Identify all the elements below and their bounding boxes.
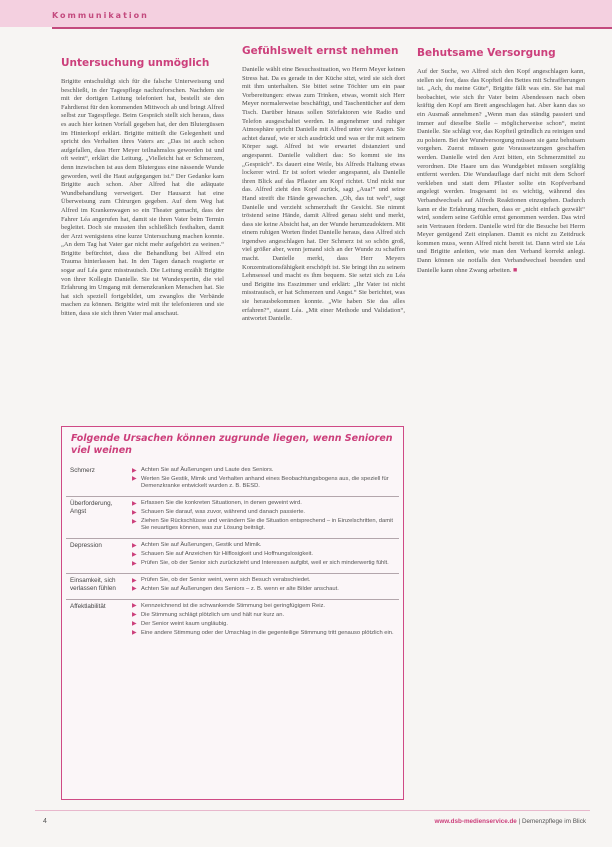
paragraph	[417, 68, 585, 275]
end-mark-icon: ■	[513, 265, 518, 274]
triangle-bullet-icon: ▶	[132, 603, 137, 610]
cause-label: Überforderung, Angst	[66, 497, 128, 539]
cause-measures	[128, 497, 399, 539]
list-item-text: Kennzeichnend ist die schwankende Stimmung bei geringfügigem Reiz.	[141, 602, 325, 609]
triangle-bullet-icon: ▶	[132, 551, 137, 558]
triangle-bullet-icon: ▶	[132, 586, 137, 593]
paragraph-text: Auf der Suche, wo Alfred sich den Kopf angeschlagen kann, stellen sie fest, dass das Kopfteil des Bettes mit Schraffierungen ist. „Ach, du meine Güte“, Brigitte fällt was ein. Sie hat mal beobachtet, wie sich ihr Vater beim Abendessen nach oben kräftig den Kopf am Brett angeschlagen hat. Aber kann das so ein Ausmaß annehmen? „Wenn man das ständig passiert und immer auf dieselbe Stelle – möglicherweise schon“, meint Danielle. Sie schlägt vor, das Kopfteil gründlich zu reinigen und zu polstern. Bei der Wundversorgung müssen sie ganz behutsam vorgehen. Zuerst müssen gute Voraussetzungen geschaffen werden. Danielle wird den Arzt bitten, ein Schmerzmittel zu verordnen. Die Haare um das Wundgebiet müssen sorgfältig entfernt werden. Die Wundauflage darf nicht mit dem Schorf verkleben und statt dem Pflaster sollte ein Kopfverband angelegt werden. Insgesamt ist es wichtig, während des Verbandwechsels auf Alfreds Reaktionen einzugehen. Dadurch kann er die Erfahrung machen, dass er „nicht einfach gezwält“ wird, sondern seine Gefühle ernst genommen werden. Das wird sein Vertrauen fördern. Danielle wird für die Besuche bei Herrn Meyer genügend Zeit einplanen. Damit es nicht zu Zeitdruck kommen muss, wenn Alfred nicht bereit ist. Dann wird sie Léa und Brigitte anleiten, wie man den Verband korrekt anlegt. Dann können sie notfalls den Verbandwechsel beenden und Danielle kann ohne Zwang arbeiten.	[417, 68, 585, 274]
table-row	[66, 599, 399, 642]
section-tag: Kommunikation	[52, 11, 149, 20]
footer-url[interactable]: www.dsb-medienservice.de	[434, 818, 517, 825]
triangle-bullet-icon: ▶	[132, 560, 137, 567]
list-item	[132, 603, 395, 610]
measure-list	[132, 500, 395, 533]
column-3	[417, 45, 585, 775]
paragraph: Brigitte entschuldigt sich für die falsche Unterweisung und beschließt, in der Tagespflege nachzuforschen. Nachdem sie mit der dortigen Leitung telefoniert hat, bestellt sie den Fahrdienst für den kommenden Mittwoch ab und bringt Alfred selbst zur Tagespflege. Beim Gespräch stellt sich heraus, dass es auch hier keinen Vorfall gegeben hat, der den Blutergüssen im Hinterkopf erklärt. Brigitte mitteilt die Gelegenheit und spricht des Verhalten ihres Vaters an: „Das ist auch schon aufgefallen, dass Herr Meyer teilnahmslos geworden ist und oft weint“, erklärt die Leitung. „Vielleicht hat er Schmerzen, denn inzwischen ist aus dem Bluterguss eine nässende Wunde geworden, weil die Haut aufgegangen ist.“ Der Gedanke kam Brigitte auch schon. Aber Alfred hat die adäquate Wundbehandlung verweigert. Der Hausarzt hat eine Überweisung zum Chirurgen gegeben. Auf dem Weg hat Alfred im Krankenwagen so ein Theater gemacht, dass der Fahrer Léa angerufen hat, damit sie ihren Vater beim Termin begleitet. Doch sie mussten ihn schließlich festhalten, damit der Arzt wenigstens eine kurze Untersuchung machen konnte. „An dem Tag hat Vater gar nicht mehr aufgehört zu weinen.“ Brigitte befürchtet, dass die Behandlung bei Alfred ein Trauma hinterlassen hat. In den Tagen danach reagierte er sogar auf Léa ganz misstrauisch. Die Leitung erzählt Brigitte von ihrer Kollegin Danielle. Sie ist Wundexpertin, die viel Erfahrung im Umgang mit demenzkranken Menschen hat. Sie hat sich speziell fortgebildet, um zwanglos die Verbände machen zu können. Brigitte wird mit ihr telefonieren und sie bitten, dass sie sich ihren Vater mal anschaut.	[61, 78, 224, 318]
triangle-bullet-icon: ▶	[132, 630, 137, 637]
list-item-text: Werten Sie Gestik, Mimik und Verhalten anhand eines Beobachtungsbogens aus, die speziell für Demenzkranke entwickelt wurden z. B. BESD.	[141, 475, 389, 490]
list-item-text: Schauen Sie darauf, was zuvor, während und danach passierte.	[141, 509, 306, 516]
list-item	[132, 467, 395, 474]
list-item-text: Achten Sie auf Äußerungen und Laute des Seniors.	[141, 467, 274, 473]
triangle-bullet-icon: ▶	[132, 621, 137, 628]
table-row	[66, 539, 399, 574]
triangle-bullet-icon: ▶	[132, 467, 137, 474]
table-row	[66, 464, 399, 497]
list-item-text: Achten Sie auf Äußerungen des Seniors – z. B. wenn er alte Bilder anschaut.	[141, 585, 339, 592]
triangle-bullet-icon: ▶	[132, 476, 137, 483]
cause-label: Affektlabilität	[66, 599, 128, 642]
list-item-text: Die Stimmung schlägt plötzlich um und hält nur kurz an.	[141, 611, 285, 618]
list-item	[132, 621, 395, 628]
info-box	[61, 426, 404, 800]
header-rule	[52, 27, 612, 29]
list-item	[132, 630, 395, 637]
heading-untersuchung: Untersuchung unmöglich	[61, 57, 210, 69]
list-item	[132, 551, 395, 558]
list-item	[132, 509, 395, 516]
measure-list	[132, 542, 395, 567]
table-row	[66, 497, 399, 539]
cause-measures	[128, 599, 399, 642]
list-item	[132, 542, 395, 549]
cause-label: Einsamkeit, sich verlassen fühlen	[66, 574, 128, 600]
heading-gefuehlswelt: Gefühlswelt ernst nehmen	[242, 45, 399, 57]
triangle-bullet-icon: ▶	[132, 612, 137, 619]
list-item	[132, 518, 395, 533]
list-item-text: Prüfen Sie, ob der Senior sich zurückzieht und Interessen aufgibt, weil er sich minderwertig fühlt.	[141, 560, 389, 567]
footer-credit	[434, 818, 586, 825]
cause-measures	[128, 539, 399, 574]
cause-label: Schmerz	[70, 467, 95, 474]
column-2	[242, 45, 405, 418]
paragraph: Danielle wählt eine Besuchssituation, wo Herrn Meyer keinen Stress hat. Da es gerade in der Küche sitzt, wird sie sich dort mit ihm unterhalten. Sie bittet seine Töchter um ein paar Vorbereitungen: etwas zum Trinken, etwas, womit sich Herr Meyer normalerweise beschäftigt, und Taschentücher auf dem Tisch. Darüber hinaus sollen Störfaktoren wie Radio und Telefon ausgeschaltet werden. In angenehmer und ruhiger Atmosphäre spricht Danielle mit Alfred unter vier Augen. Sie achtet darauf, wie er sich ausdrückt und was er ihr mit seinem Körper sagt. Alfred ist wie erwartet distanziert und angespannt. Danielle validiert das: So kommt sie ins „Gespräch“. Es dauert eine Weile, bis Alfreds Haltung etwas lockerer wird. Er ist sofort wieder angespannt, als Danielle ihren Blick auf das Pflaster am Kopf richtet. Und nickt nur das. Alfred zieht den Kopf zurück, sagt „Aua!“ und seine Hand streift die Hände gewaschen. „Oh, das tut weh“, sagt Danielle und verzieht schmerzhaft ihr Gesicht. Sie nimmt tröstend seine Hände, damit Alfred genau sieht und merkt, dass sie keine Absicht hat, an der Wunde herumzudoktern. Mit einem ruhigen Worten findet Danielle heraus, dass Alfred sich irgendwo angeschlagen hat. Der Schmerz ist so schön groß, viel größer aber, wenn jemand sich an der Wunde zu schaffen macht. Danielle merkt, dass Herr Meyers Konzentrationsfähigkeit erschöpft ist. Sie bringt ihn zu seinem Lehnsessel und macht es ihm bequem. Sie setzt sich zu Léa und Brigitte ins Esszimmer und erklärt: „Ihr Vater ist nicht misstrauisch, er hat Schmerzen und Angst.“ Sie berichtet, was sie herausbekommen konnte. „Wie haben Sie das alles erfahren?“, staunt Léa. „Mit einer Methode und Validation“, antwortet Danielle.	[242, 66, 405, 323]
list-item-text: Erfassen Sie die konkreten Situationen, in denen geweint wird.	[141, 500, 302, 507]
triangle-bullet-icon: ▶	[132, 500, 137, 507]
cause-label: Depression	[66, 539, 128, 574]
footer-rule	[35, 810, 590, 811]
causes-table	[66, 464, 399, 643]
measure-list	[132, 603, 395, 637]
list-item	[132, 612, 395, 619]
measure-list	[132, 467, 395, 491]
cause-measures	[128, 574, 399, 600]
list-item-text: Ziehen Sie Rückschlüsse und verändern Sie die Situation entsprechend – in Einzelschritten, damit Sie neuartiges können, was zur Lösung beiträgt.	[141, 518, 393, 532]
column-1	[61, 45, 224, 418]
list-item-text: Achten Sie auf Äußerungen, Gestik und Mimik.	[141, 542, 262, 549]
list-item	[132, 577, 395, 584]
page-number: 4	[43, 818, 47, 825]
triangle-bullet-icon: ▶	[132, 577, 137, 584]
triangle-bullet-icon: ▶	[132, 509, 137, 516]
list-item	[132, 476, 395, 491]
list-item	[132, 560, 395, 567]
heading-versorgung: Behutsame Versorgung	[417, 47, 556, 59]
footer-separator: |	[518, 818, 521, 825]
list-item-text: Prüfen Sie, ob der Senior weint, wenn sich Besuch verabschiedet.	[141, 577, 311, 584]
triangle-bullet-icon: ▶	[132, 518, 137, 525]
list-item	[132, 500, 395, 507]
triangle-bullet-icon: ▶	[132, 542, 137, 549]
list-item-text: Schauen Sie auf Anzeichen für Hilflosigkeit und Hoffnungslosigkeit.	[141, 551, 313, 558]
cause-measures	[128, 464, 399, 497]
measure-list	[132, 577, 395, 593]
table-row	[66, 574, 399, 600]
list-item	[132, 586, 395, 593]
list-item-text: Eine andere Stimmung oder der Umschlag in die gegenteilige Stimmung tritt genauso plötzlich ein.	[141, 629, 394, 636]
info-box-title: Folgende Ursachen können zugrunde liegen, wenn Senioren viel weinen	[71, 433, 393, 456]
footer-magazine-name: Demenzpflege im Blick	[521, 818, 586, 825]
list-item-text: Der Senior weint kaum ungläubig.	[141, 620, 229, 627]
